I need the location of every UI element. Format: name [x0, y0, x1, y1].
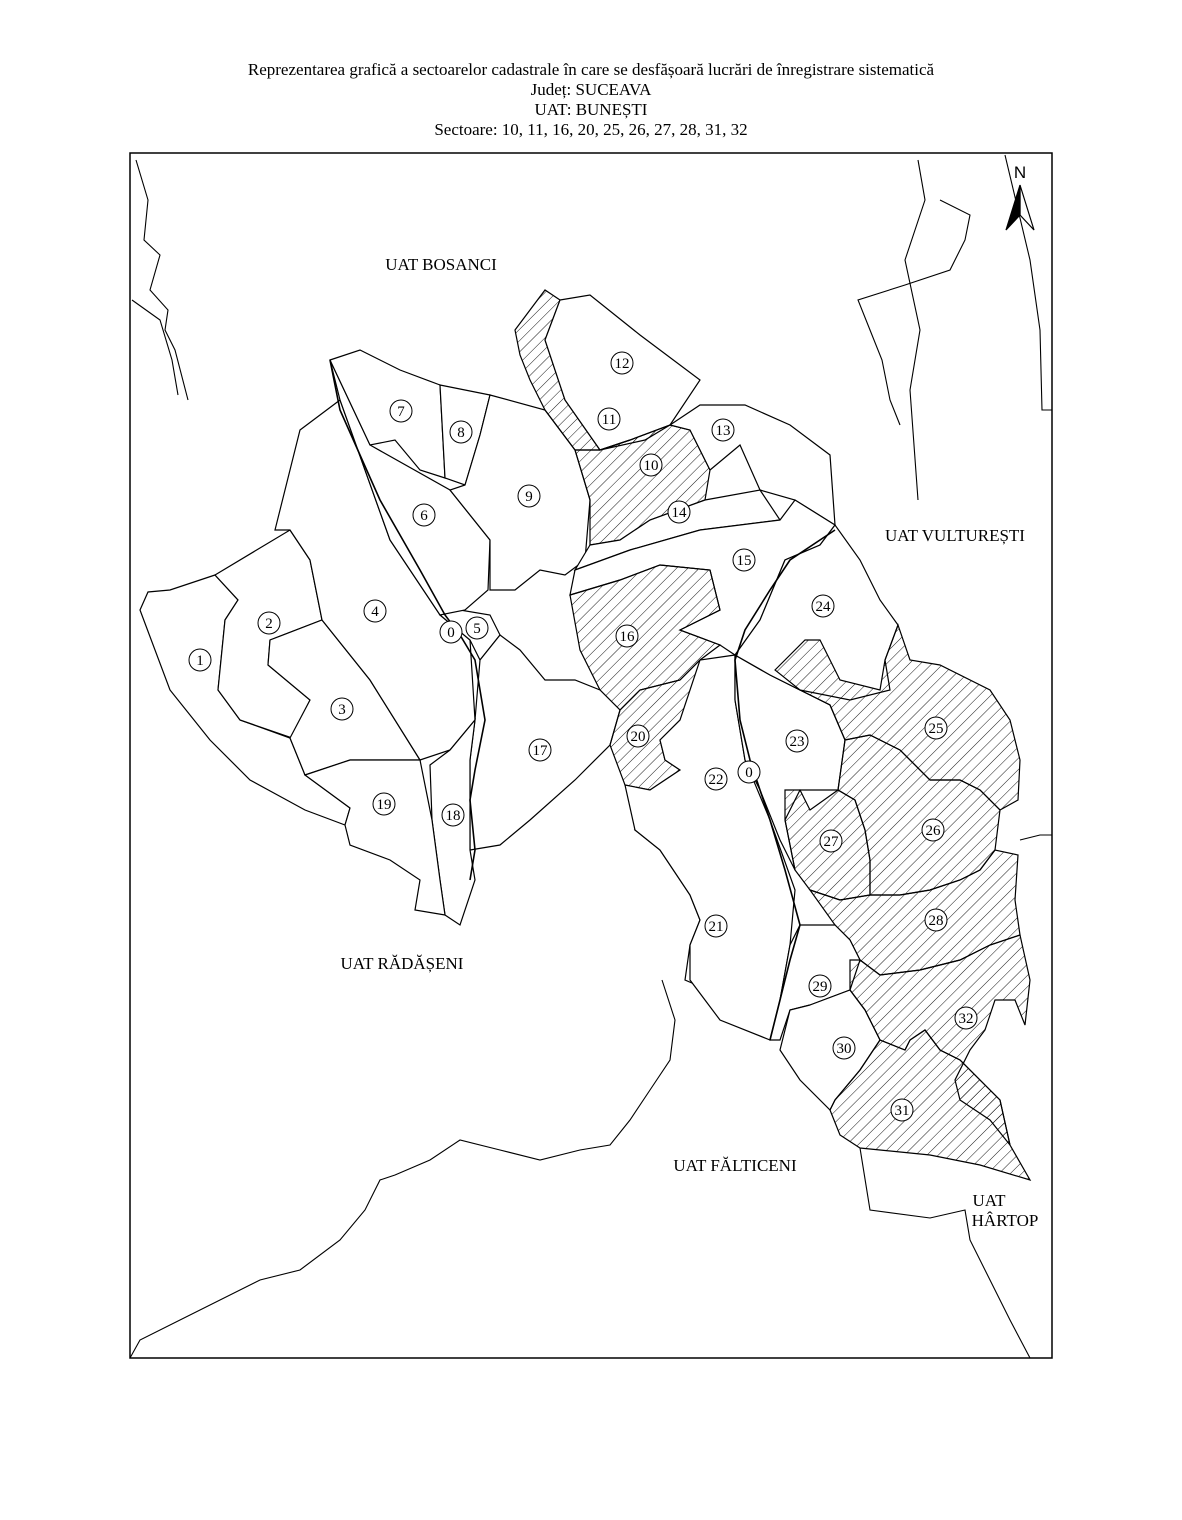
- boundary-east: [1020, 835, 1052, 840]
- svg-text:8: 8: [457, 425, 465, 441]
- boundary-ne-3: [1005, 155, 1052, 410]
- north-arrow-right-half: [1020, 185, 1034, 230]
- label-sector-4: [364, 600, 386, 622]
- svg-text:24: 24: [815, 599, 831, 615]
- svg-text:3: 3: [338, 702, 346, 718]
- label-sector-12: [611, 352, 633, 374]
- svg-text:25: 25: [928, 721, 944, 737]
- label-sector-19: [373, 793, 395, 815]
- boundary-west-stream: [132, 300, 178, 395]
- svg-text:17: 17: [532, 743, 548, 759]
- label-sector-24: [812, 595, 834, 617]
- label-sector-32: [955, 1007, 977, 1029]
- title-county: Județ: SUCEAVA: [530, 80, 652, 99]
- label-sector-11: [598, 408, 620, 430]
- svg-text:5: 5: [473, 621, 481, 637]
- label-sector-25: [925, 717, 947, 739]
- label-sector-7: [390, 400, 412, 422]
- svg-text:28: 28: [928, 913, 944, 929]
- svg-text:13: 13: [715, 423, 731, 439]
- label-sector-20: [627, 725, 649, 747]
- boundary-hartop: [860, 1148, 1030, 1358]
- svg-text:16: 16: [619, 629, 635, 645]
- label-sector-6: [413, 504, 435, 526]
- label-sector-10: [640, 454, 662, 476]
- label-sector-21: [705, 915, 727, 937]
- boundary-ne-1: [905, 160, 925, 500]
- label-sector-5: [466, 617, 488, 639]
- label-sector-3: [331, 698, 353, 720]
- svg-text:20: 20: [630, 729, 646, 745]
- svg-text:2: 2: [265, 616, 273, 632]
- label-sector-2: [258, 612, 280, 634]
- svg-text:10: 10: [643, 458, 659, 474]
- label-sector-0-east: [738, 761, 760, 783]
- svg-text:0: 0: [745, 765, 753, 781]
- svg-text:30: 30: [836, 1041, 852, 1057]
- svg-text:32: 32: [958, 1011, 974, 1027]
- svg-text:0: 0: [447, 625, 455, 641]
- sector-19: [305, 760, 445, 915]
- label-uat-hartop-line2: HÂRTOP: [971, 1211, 1039, 1230]
- title-line-1: Reprezentarea grafică a sectoarelor cadastrale în care se desfășoară lucrări de înregistrare sistematică: [247, 60, 935, 79]
- svg-text:14: 14: [671, 505, 687, 521]
- label-uat-hartop-line1: UAT: [972, 1191, 1006, 1210]
- sectors: [140, 290, 1030, 1180]
- label-sector-8: [450, 421, 472, 443]
- label-sector-1: [189, 649, 211, 671]
- label-sector-22: [705, 768, 727, 790]
- label-uat-radaseni: UAT RĂDĂȘENI: [340, 954, 464, 973]
- label-sector-31: [891, 1099, 913, 1121]
- svg-text:26: 26: [925, 823, 941, 839]
- label-sector-16: [616, 625, 638, 647]
- svg-text:29: 29: [812, 979, 828, 995]
- svg-text:9: 9: [525, 489, 533, 505]
- label-sector-15: [733, 549, 755, 571]
- svg-text:15: 15: [736, 553, 752, 569]
- label-sector-26: [922, 819, 944, 841]
- title-sectors: Sectoare: 10, 11, 16, 20, 25, 26, 27, 28, 31, 32: [434, 120, 748, 139]
- svg-text:21: 21: [708, 919, 724, 935]
- svg-text:22: 22: [708, 772, 724, 788]
- svg-text:11: 11: [601, 412, 617, 428]
- label-sector-28: [925, 909, 947, 931]
- svg-text:18: 18: [445, 808, 461, 824]
- north-arrow-label: N: [1013, 163, 1027, 182]
- svg-text:4: 4: [371, 604, 379, 620]
- label-sector-17: [529, 739, 551, 761]
- label-uat-falticeni: UAT FĂLTICENI: [673, 1156, 797, 1175]
- label-sector-13: [712, 419, 734, 441]
- svg-text:12: 12: [614, 356, 630, 372]
- svg-text:6: 6: [420, 508, 428, 524]
- label-sector-27: [820, 830, 842, 852]
- boundary-falticeni: [130, 980, 675, 1358]
- boundary-west-top: [136, 160, 188, 400]
- svg-text:23: 23: [789, 734, 805, 750]
- label-sector-29: [809, 975, 831, 997]
- label-sector-18: [442, 804, 464, 826]
- label-sector-14: [668, 501, 690, 523]
- svg-text:19: 19: [376, 797, 392, 813]
- svg-text:7: 7: [397, 404, 405, 420]
- svg-text:1: 1: [196, 653, 204, 669]
- label-uat-vulturesti: UAT VULTUREȘTI: [885, 526, 1025, 545]
- label-uat-bosanci: UAT BOSANCI: [385, 255, 497, 274]
- label-sector-9: [518, 485, 540, 507]
- svg-text:31: 31: [894, 1103, 910, 1119]
- label-sector-0-west: [440, 621, 462, 643]
- north-arrow-left-half: [1006, 185, 1020, 230]
- label-sector-30: [833, 1037, 855, 1059]
- label-sector-23: [786, 730, 808, 752]
- title-uat: UAT: BUNEȘTI: [534, 100, 648, 119]
- svg-text:27: 27: [823, 834, 839, 850]
